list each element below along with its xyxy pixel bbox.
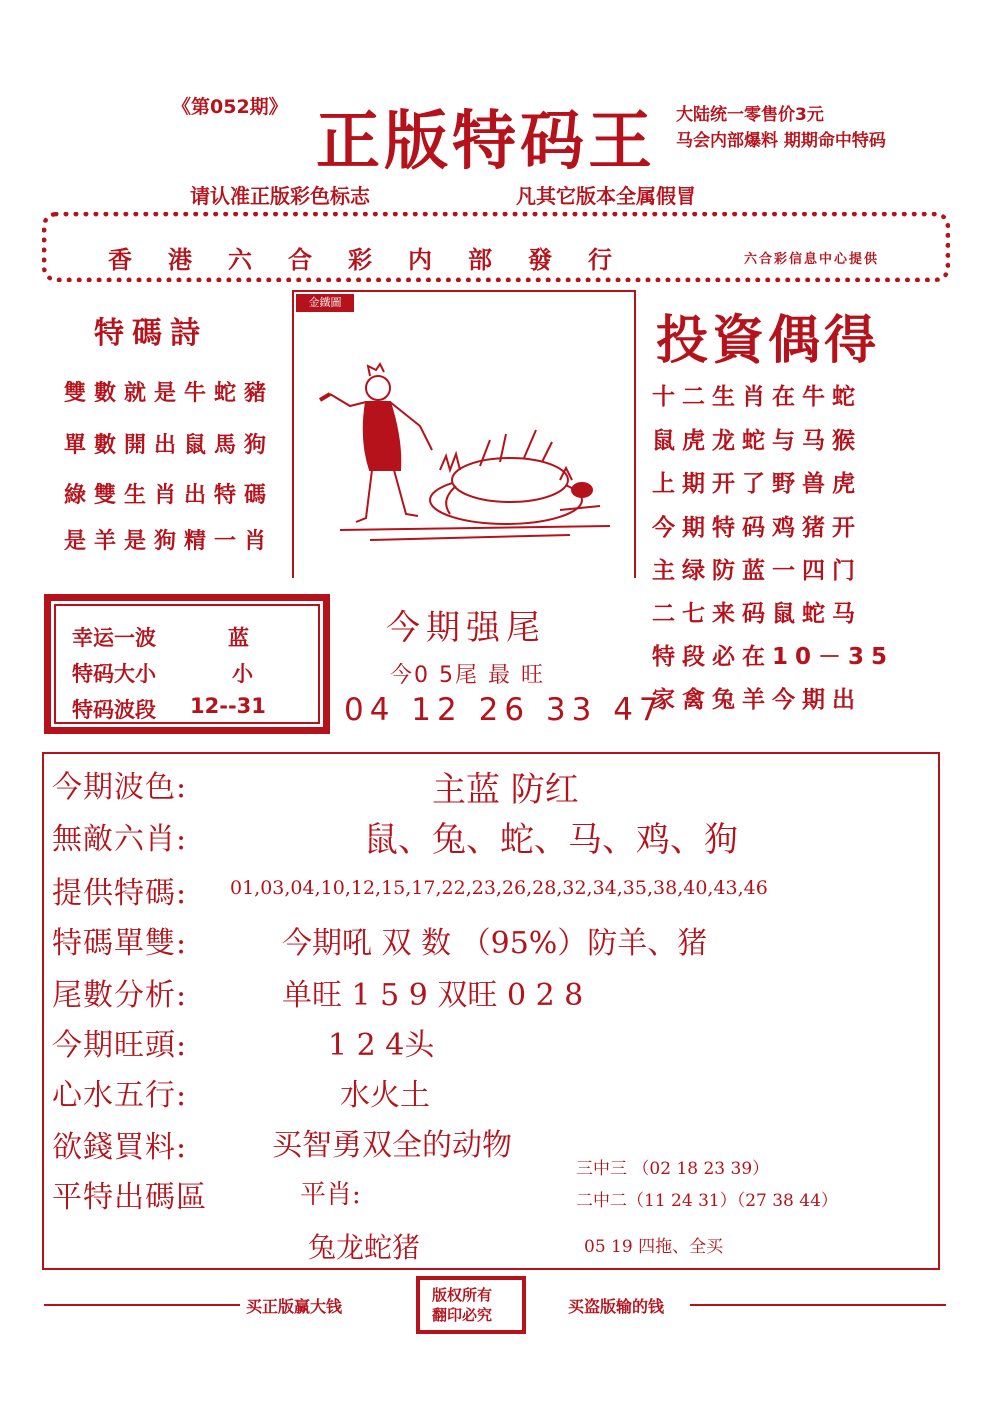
head-label: 今期旺頭: [52,1028,188,1063]
luck-label: 幸运一波 [72,626,156,650]
luck-label: 特码大小 [72,662,156,686]
tagline: 马会内部爆料 期期命中特码 [676,131,886,151]
four-drag: 05 19 四拖、全买 [584,1237,724,1257]
buy-label: 欲錢買料: [52,1130,188,1165]
head-value: 1 2 4头 [328,1028,435,1063]
oddeven-label: 特碼單雙: [52,926,188,961]
two-hit: 二中二（11 24 31）（27 38 44） [576,1191,838,1211]
invest-line: 特段必在10－35 [652,644,895,670]
zodiac-label: 無敵六肖: [52,822,188,857]
footer-divider-right [690,1304,946,1306]
poem-line: 是羊是狗精一肖 [64,528,275,554]
wave-label: 今期波色: [52,770,188,805]
element-label: 心水五行: [52,1078,188,1113]
numbers-label: 提供特碼: [52,876,188,911]
luck-value: 蓝 [228,626,249,650]
three-hit: 三中三 （02 18 23 39） [576,1159,770,1179]
invest-line: 鼠虎龙蛇与马猴 [652,428,862,454]
poem-title: 特碼詩 [94,316,208,351]
price-line: 大陆统一零售价3元 [676,105,824,125]
page-title: 正版特码王 [316,104,656,179]
banner-text: 香港六合彩内部發行 [108,245,648,274]
flat-zodiac-value: 兔龙蛇猪 [308,1231,421,1264]
luck-label: 特码波段 [72,698,156,722]
invest-line: 今期特码鸡猪开 [652,515,862,541]
flat-label: 平特出碼區 [52,1180,207,1215]
strong-tail-subtitle: 今0 5尾 最 旺 [390,663,545,688]
poem-line: 綠雙生肖出特碼 [64,482,275,508]
invest-line: 主绿防蓝一四门 [652,558,862,584]
invest-line: 上期开了野兽虎 [652,471,862,497]
tail-label: 尾數分析: [52,978,188,1013]
strong-tail-numbers: 04 12 26 33 47 [344,692,665,728]
invest-line: 家禽兔羊今期出 [652,687,862,713]
invest-line: 十二生肖在牛蛇 [652,384,862,410]
illustration-seal: 金鐵圖 [296,294,354,312]
poem-line: 雙數就是牛蛇豬 [64,380,275,406]
footer-left-text: 买正版赢大钱 [246,1297,343,1316]
poem-line: 單數開出鼠馬狗 [64,432,275,458]
notice-left: 请认准正版彩色标志 [190,184,370,208]
wave-value: 主蓝 防红 [432,770,579,810]
footer-divider-left [44,1304,240,1306]
copyright-line: 版权所有 [432,1286,493,1304]
illustration-drawing [310,330,630,570]
luck-value: 小 [232,662,253,686]
tail-value: 单旺 1 5 9 双旺 0 2 8 [282,978,584,1013]
zodiac-value: 鼠、兔、蛇、马、鸡、狗 [364,820,738,860]
invest-title: 投資偶得 [656,310,881,371]
copyright-line: 翻印必究 [432,1306,493,1324]
notice-right: 凡其它版本全属假冒 [516,184,696,208]
strong-tail-title: 今期强尾 [386,608,546,648]
issue-number: 《第052期》 [172,96,288,118]
element-value: 水火土 [340,1078,430,1113]
numbers-value: 01,03,04,10,12,15,17,22,23,26,28,32,34,35,38,40,43,46 [230,877,768,899]
footer-right-text: 买盗版输的钱 [568,1297,665,1316]
invest-line: 二七来码鼠蛇马 [652,601,862,627]
flat-zodiac-label: 平肖: [300,1180,361,1210]
banner-source: 六合彩信息中心提供 [744,252,880,267]
oddeven-value: 今期吼 双 数 （95%）防羊、猪 [282,926,708,961]
luck-value: 12--31 [190,694,266,718]
buy-value: 买智勇双全的动物 [272,1128,512,1163]
